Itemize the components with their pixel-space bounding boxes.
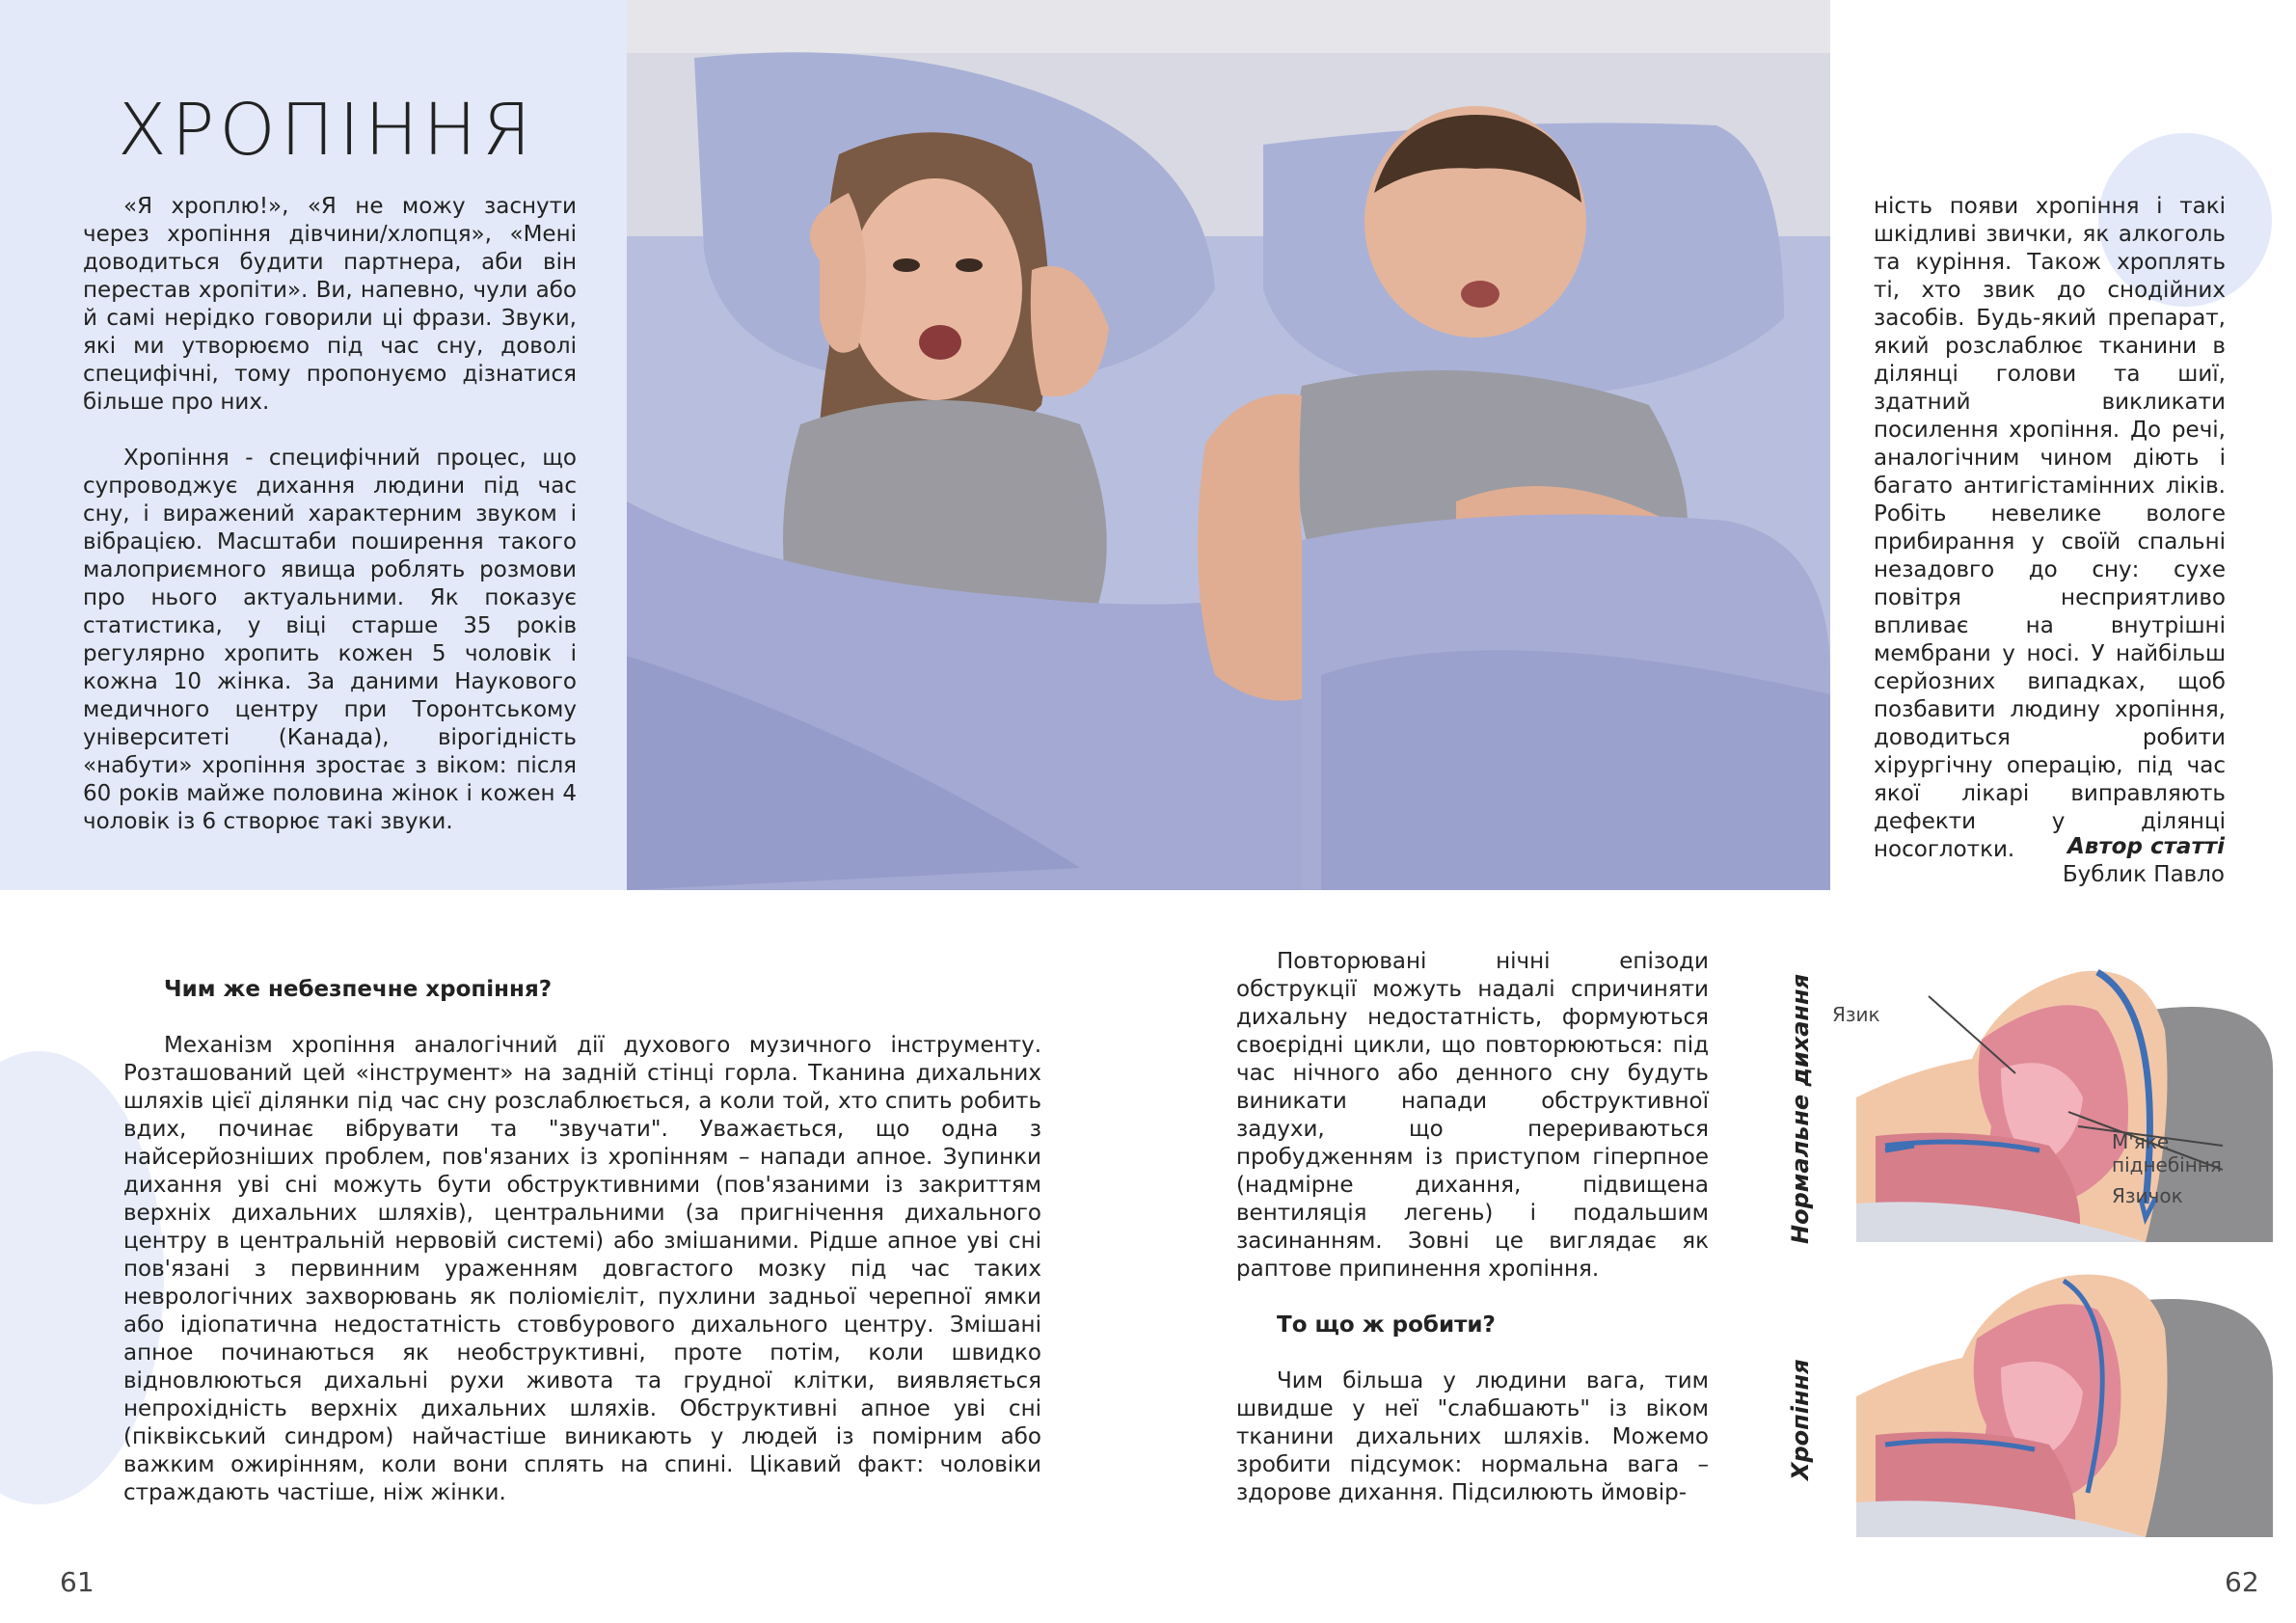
section-heading: То що ж робити? [1277,1312,1496,1338]
intro-paragraph: Хропіння - специфічний процес, що супроводжує дихання людини під час сну, і виражений характерним звуком і вібрацією. Масштаби поширення такого малоприємного явища роблять розмови про нього актуальними. Як показує статистика, у віці старше 35 років регулярно хропить кожен 5 чоловік і кожна 10 жінка. За даними Наукового медичного центру при Торонтському університеті (Канада), вірогідність «набути» хропіння зростає з віком: після 60 років майже половина жінок і кожен 4 чоловік із 6 створює такі звуки. [83,446,577,834]
section-paragraph: Повторювані нічні епізоди обструкції можуть надалі спричиняти дихальну недостатність, формуються своєрідні цикли, що повторюються: під час нічного або денного сну будуть виникати напади обструктивної задухи, що перериваються пробудженням із приступом гіперпное (надмірне дихання, підвищена вентиляція легень) і подальшим засинанням. Зовні це виглядає як раптове припинення хропіння. [1236,949,1709,1282]
label-soft-palate: М'яке [2112,1130,2170,1153]
label-uvula: Язичок [2112,1184,2183,1207]
intro-column [83,193,577,836]
right-column [1874,193,2226,864]
section-danger [123,976,1041,1507]
label-snoring: Хропіння [1787,1359,1814,1480]
label-soft-palate: піднебіння [2112,1153,2222,1177]
page-number: 62 [2225,1566,2259,1598]
author-block [2063,833,2225,889]
section-heading: Чим же небезпечне хропіння? [164,977,553,1002]
section-what-to-do [1236,948,1709,1507]
intro-paragraph: «Я хроплю!», «Я не можу заснути через хропіння дівчини/хлопця», «Мені доводиться будити партнера, аби він перестав хропіти». Ви, напевно, чули або й самі нерідко говорили ці фрази. Звуки, які ми утворюємо під час сну, доволі специфічні, тому пропонуємо дізнатися більше про них. [83,194,577,415]
article-title: ХРОПІННЯ [118,89,536,172]
right-column-paragraph: ність появи хропіння і такі шкідливі звички, як алкоголь та куріння. Також хроплять ті, хто звик до снодійних засобів. Будь-який препарат, який розслаблює тканини в ділянці голови та шиї, здатний викликати посилення хропіння. До речі, аналогічним чином діють і багато антигістамінних ліків. Робіть невелике вологе прибирання у своїй спальні незадовго до сну: сухе повітря несприятливо впливає на внутрішні мембрани у носі. У найбільш серйозних випадках, щоб позбавити людину хропіння, доводиться робити хірургічну операцію, під час якої лікарі виправляють дефекти у ділянці носоглотки. [1874,194,2226,862]
airway-anatomy-illustration [1856,953,2273,1537]
section-paragraph: Чим більша у людини вага, тим швидше у неї "слабшають" із віком тканини дихальних шляхів. Можемо зробити підсумок: нормальна вага – здорове дихання. Підсилюють ймовір- [1236,1368,1709,1505]
author-name: Бублик Павло [2062,862,2225,887]
section-paragraph: Механізм хропіння аналогічний дії духового музичного інструменту. Розташований цей «інструмент» на задній стінці горла. Тканина дихальних шляхів цієї ділянки під час сну розслаблюється, а коли той, хто спить робить вдих, починає вібрувати та "звучати". Уважається, що одна з найсерйозніших проблем, пов'язаних із хропінням – напади апное. Зупинки дихання уві сні можуть бути обструктивними (пов'язаними із закриттям верхніх дихальних шляхів), центральними (за пригнічення дихального центру в центральній нервовій системі) або змішаними. Рідше апное уві сні пов'язані з первинним ураженням довгастого мозку під час таких неврологічних захворювань як поліомієліт, пухлини задньої черепної ямки або ідіопатична недостатність стовбурового дихального центру. Змішані апное починаються як необструктивні, проте потім, коли швидко відновлюються дихальні рухи живота та грудної клітки, виявляється непрохідність верхніх дихальних шляхів. Обструктивні апное уві сні (піквікський синдром) найчастіше виникають у людей із помірним або важким ожирінням, коли вони сплять на спині. Цікавий факт: чоловіки страждають частіше, ніж жінки. [123,1033,1041,1505]
label-tongue: Язик [1832,1003,1880,1026]
label-normal-breathing: Нормальне дихання [1787,974,1814,1244]
photo-couple-in-bed [627,0,1830,890]
author-label: Автор статті [2067,834,2225,859]
page-number: 61 [60,1566,95,1598]
